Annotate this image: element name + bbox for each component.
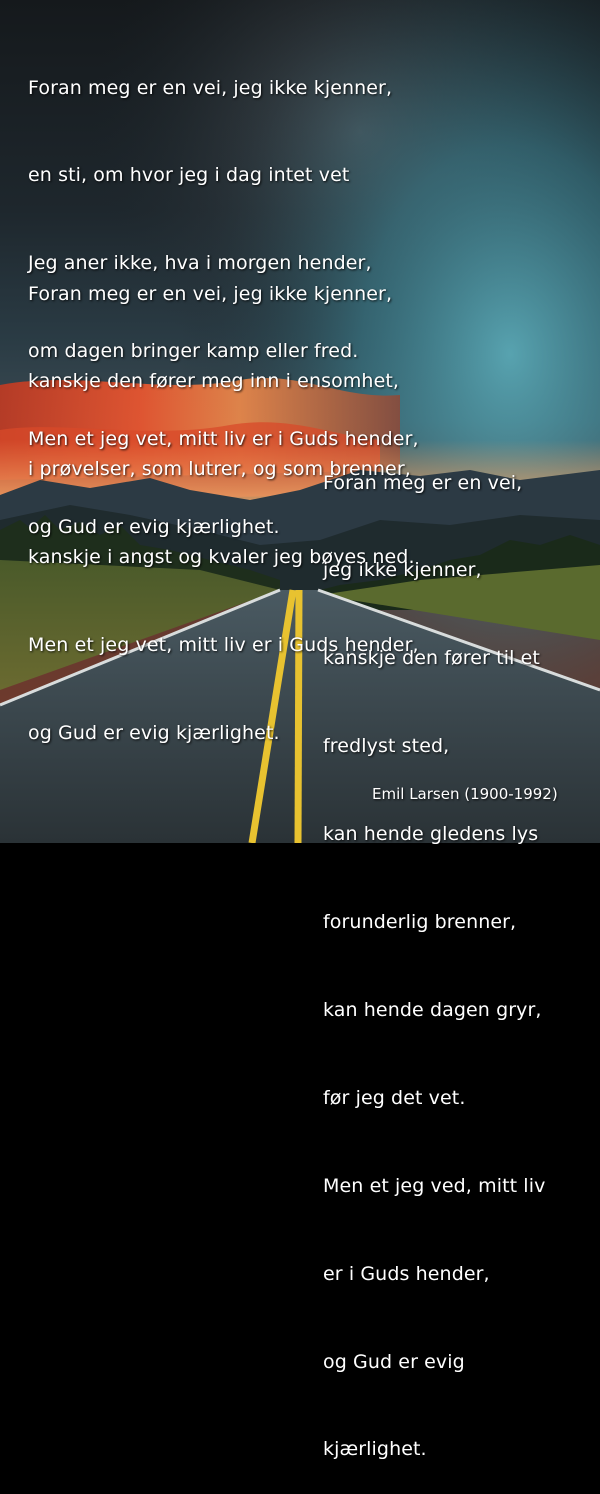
poem-line: kan hende gledens lys <box>323 823 539 846</box>
poem-line: forunderlig brenner, <box>323 911 517 934</box>
poem-line: kanskje den fører til et <box>323 647 540 670</box>
poem-line: kjærlighet. <box>323 1438 427 1461</box>
poem-line: Men et jeg vet, mitt liv er i Guds hender, <box>28 428 419 451</box>
poem-line: om dagen bringer kamp eller fred. <box>28 340 359 363</box>
poem-line: før jeg det vet. <box>323 1086 466 1109</box>
poem-line: fredlyst sted, <box>323 735 450 758</box>
poem-line: kanskje den fører meg inn i ensomhet, <box>28 370 400 393</box>
poem-line: og Gud er evig kjærlighet. <box>28 722 280 745</box>
poem-line: Foran meg er en vei, jeg ikke kjenner, <box>28 282 393 305</box>
poem-line: i prøvelser, som lutrer, og som brenner, <box>28 458 411 481</box>
poem-line: jeg ikke kjenner, <box>323 559 482 582</box>
author-credit: Emil Larsen (1900-1992) <box>372 785 558 803</box>
poem-line: er i Guds hender, <box>323 1262 490 1285</box>
poem-stanza-3 <box>323 410 545 1494</box>
poem-line: en sti, om hvor jeg i dag intet vet <box>28 164 350 187</box>
poem-line: og Gud er evig kjærlighet. <box>28 516 280 539</box>
poem-line: og Gud er evig <box>323 1350 465 1373</box>
poem-line: Foran meg er en vei, jeg ikke kjenner, <box>28 76 393 99</box>
poem-line: kan hende dagen gryr, <box>323 998 542 1021</box>
poem-line: Men et jeg ved, mitt liv <box>323 1174 546 1197</box>
poem-line: Men et jeg vet, mitt liv er i Guds hender, <box>28 634 419 657</box>
poem-line: Jeg aner ikke, hva i morgen hender, <box>28 252 372 275</box>
poem-line: kanskje i angst og kvaler jeg bøyes ned. <box>28 546 415 569</box>
poem-line: Foran meg er en vei, <box>323 471 523 494</box>
